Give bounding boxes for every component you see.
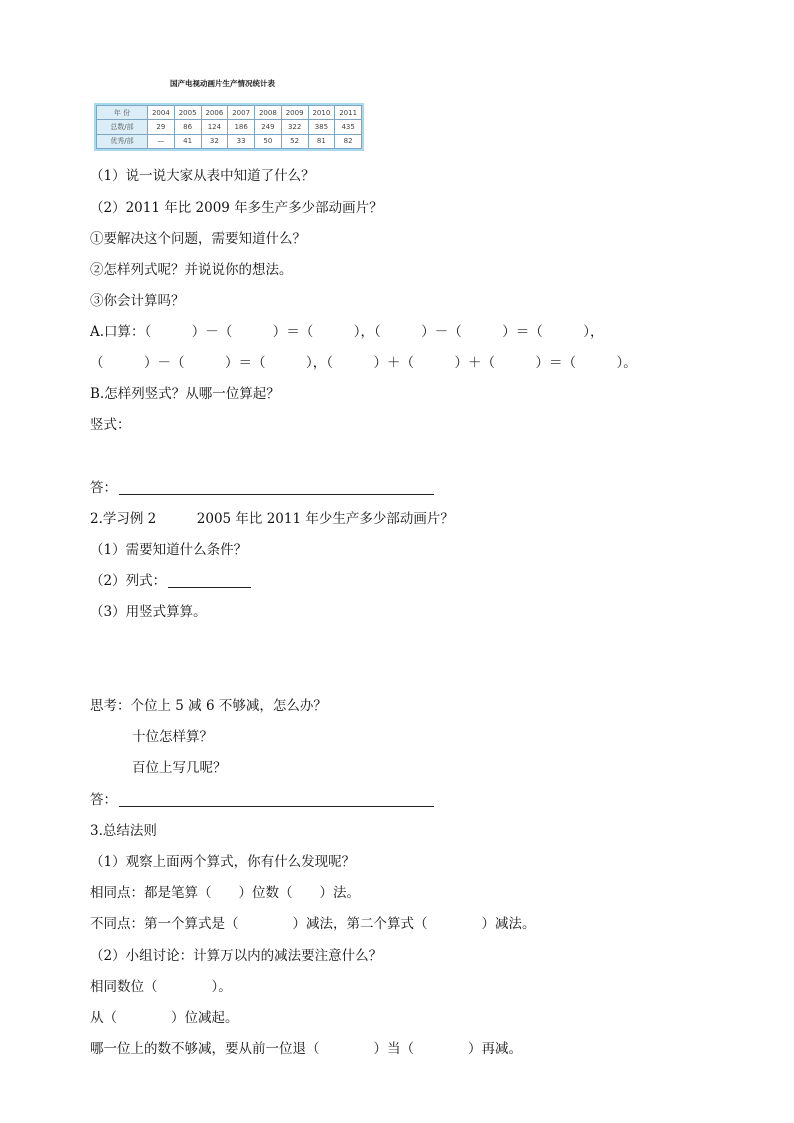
- step-3: ③你会计算吗？: [90, 293, 185, 309]
- summary-question-1: （1）观察上面两个算式，你有什么发现呢？: [90, 854, 356, 870]
- table-cell: 86: [174, 120, 201, 134]
- different-point: 不同点：第一个算式是（ ）减法，第二个算式（ ）减法。: [90, 916, 536, 932]
- year-cell: 2008: [255, 106, 282, 120]
- vertical-question: B.怎样列竖式？从哪一位算起？: [90, 386, 280, 402]
- row-label-cell: 优秀/部: [97, 134, 148, 148]
- year-cell: 2006: [201, 106, 228, 120]
- table-cell: 32: [201, 134, 228, 148]
- answer-blank-2[interactable]: [119, 806, 434, 807]
- table-cell: 41: [174, 134, 201, 148]
- think-line-1: 思考：个位上 5 减 6 不够减，怎么办？: [90, 698, 327, 714]
- step-1: ①要解决这个问题，需要知道什么？: [90, 231, 306, 247]
- rule-1: 相同数位（ ）。: [90, 979, 232, 995]
- summary-title: 3.总结法则: [90, 823, 157, 839]
- example-2-question-2: （2）列式：: [90, 573, 167, 589]
- year-cell: 2010: [308, 106, 335, 120]
- vertical-label: 竖式：: [90, 417, 131, 433]
- table-cell: 82: [335, 134, 362, 148]
- table-cell: 52: [281, 134, 308, 148]
- question-1: （1）说一说大家从表中知道了什么？: [90, 168, 315, 184]
- row-label-cell: 总数/部: [97, 120, 148, 134]
- table-cell: 385: [308, 120, 335, 134]
- rule-2: 从（ ）位减起。: [90, 1010, 239, 1026]
- table-cell: 33: [228, 134, 255, 148]
- answer-label-2: 答：: [90, 792, 117, 808]
- table-title: 国产电视动画片生产情况统计表: [170, 79, 275, 88]
- table-cell: 435: [335, 120, 362, 134]
- year-cell: 2011: [335, 106, 362, 120]
- year-cell: 2004: [148, 106, 175, 120]
- year-cell: 2007: [228, 106, 255, 120]
- table-row: [97, 106, 362, 120]
- table-cell: 249: [255, 120, 282, 134]
- oral-calc-line-1: A.口算：（ ）－（ ）＝（ ），（ ）－（ ）＝（ ），: [90, 324, 604, 340]
- table-row: [97, 120, 362, 134]
- example-2-title: 2.学习例 2 2005 年比 2011 年少生产多少部动画片？: [90, 511, 454, 527]
- same-point: 相同点：都是笔算（ ）位数（ ）法。: [90, 885, 360, 901]
- table-cell: 81: [308, 134, 335, 148]
- example-2-question-1: （1）需要知道什么条件？: [90, 542, 248, 558]
- think-line-2: 十位怎样算？: [132, 729, 213, 745]
- step-2: ②怎样列式呢？并说说你的想法。: [90, 262, 293, 278]
- rule-3: 哪一位上的数不够减，要从前一位退（ ）当（ ）再减。: [90, 1041, 522, 1057]
- example-2-question-3: （3）用竖式算算。: [90, 604, 207, 620]
- statistics-table: [94, 103, 364, 151]
- table-cell: 322: [281, 120, 308, 134]
- answer-label-1: 答：: [90, 480, 117, 496]
- table-header-cell: 年 份: [97, 106, 148, 120]
- year-cell: 2009: [281, 106, 308, 120]
- table-cell: —: [148, 134, 175, 148]
- think-line-3: 百位上写几呢？: [132, 760, 227, 776]
- table-cell: 50: [255, 134, 282, 148]
- oral-calc-line-2: （ ）－（ ）＝（ ），（ ）＋（ ）＋（ ）＝（ ）。: [90, 355, 637, 371]
- answer-blank-1[interactable]: [119, 494, 434, 495]
- summary-question-2: （2）小组讨论：计算万以内的减法要注意什么？: [90, 948, 383, 964]
- table-cell: 29: [148, 120, 175, 134]
- question-2: （2）2011 年比 2009 年多生产多少部动画片？: [90, 200, 383, 216]
- table-cell: 186: [228, 120, 255, 134]
- year-cell: 2005: [174, 106, 201, 120]
- formula-blank[interactable]: [168, 587, 251, 588]
- table-row: [97, 134, 362, 148]
- table-cell: 124: [201, 120, 228, 134]
